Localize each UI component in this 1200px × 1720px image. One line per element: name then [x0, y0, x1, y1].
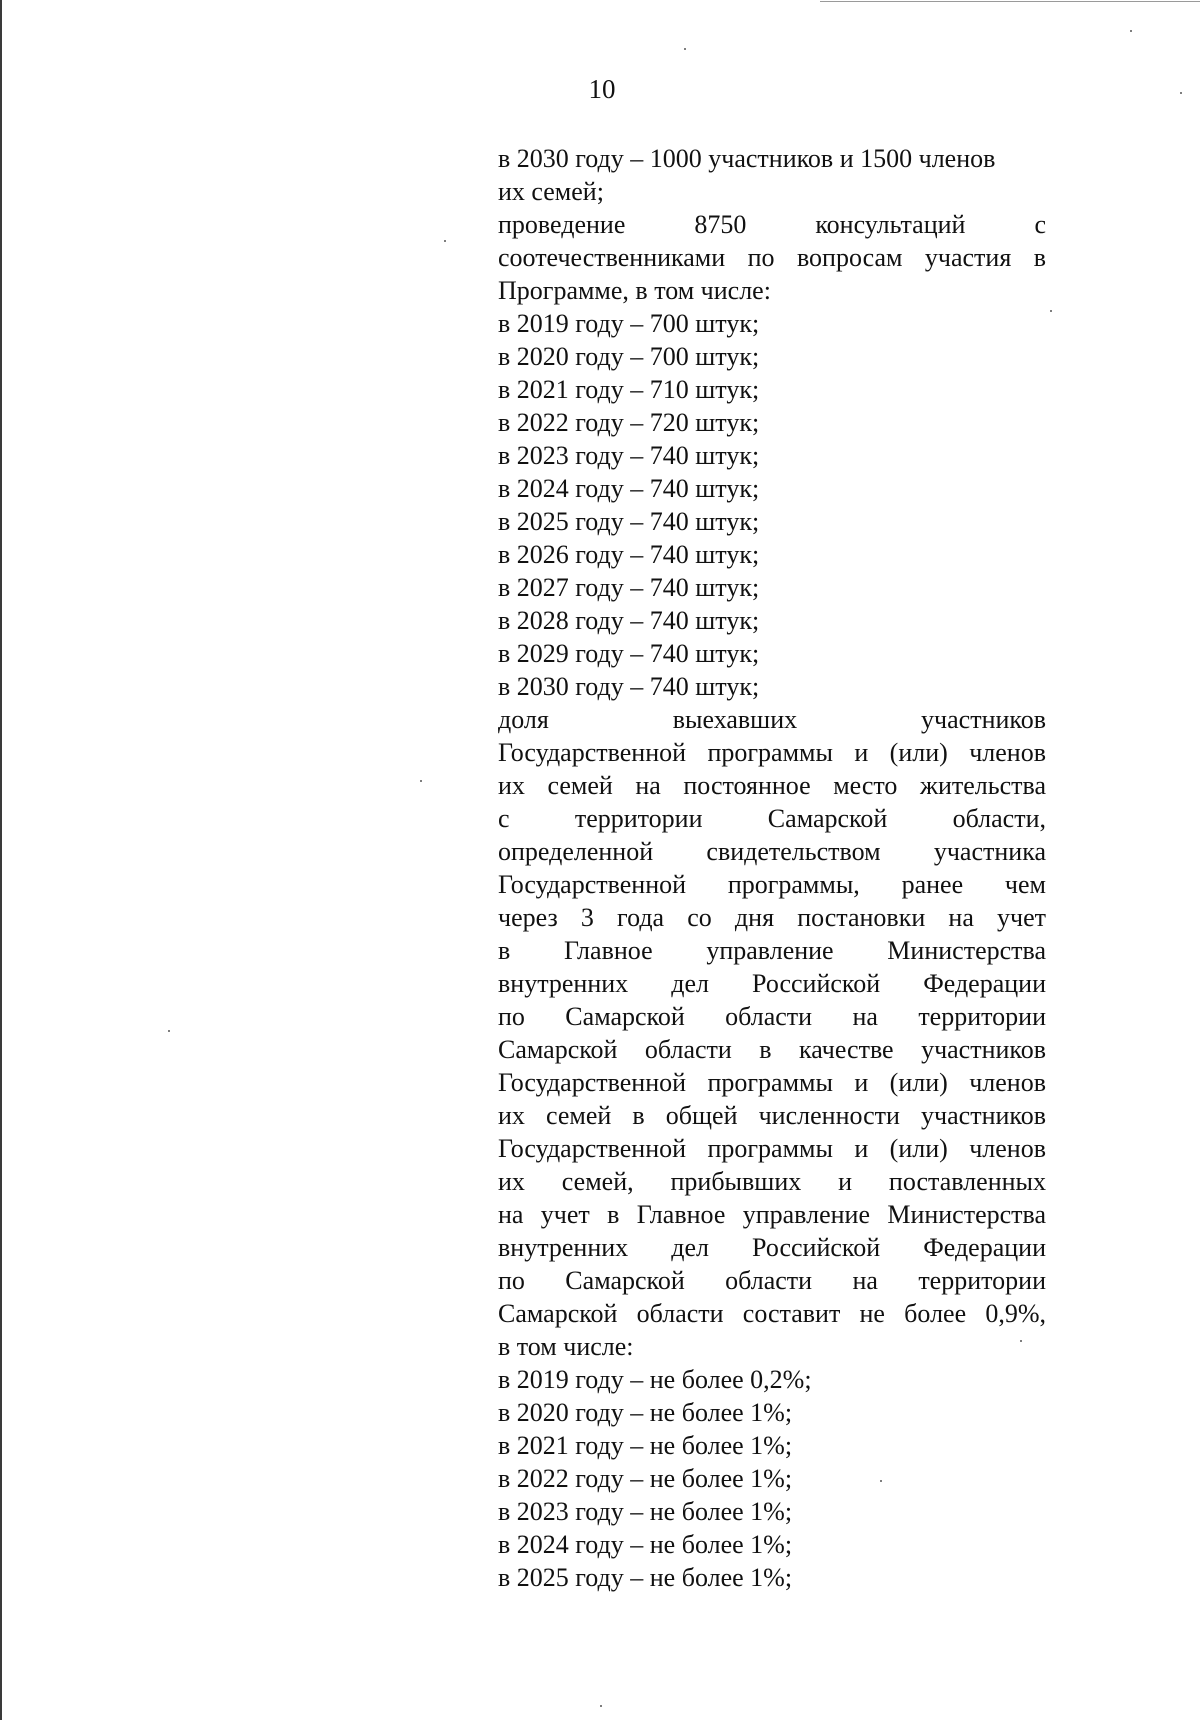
scan-top-border [820, 1, 1200, 2]
list-item: в 2028 году – 740 штук; [498, 606, 760, 635]
scan-speck [420, 780, 422, 782]
text-line: по Самарской области на территории [498, 1002, 1046, 1031]
list-item: в 2029 году – 740 штук; [498, 639, 760, 668]
text-line: доля выехавших участников [498, 705, 1046, 734]
list-item: в 2024 году – 740 штук; [498, 474, 760, 503]
scan-speck [168, 1030, 170, 1032]
text-line: через 3 года со дня постановки на учет [498, 903, 1046, 932]
list-item: в 2027 году – 740 штук; [498, 573, 760, 602]
list-item: в 2020 году – не более 1%; [498, 1398, 793, 1427]
scan-speck [684, 48, 686, 50]
list-item: в 2025 году – 740 штук; [498, 507, 760, 536]
list-item: в 2019 году – не более 0,2%; [498, 1365, 812, 1394]
text-line: по Самарской области на территории [498, 1266, 1046, 1295]
text-line: проведение 8750 консультаций с [498, 210, 1046, 239]
list-item: в 2026 году – 740 штук; [498, 540, 760, 569]
text-line: их семей в общей численности участников [498, 1101, 1046, 1130]
list-item: в 2021 году – 710 штук; [498, 375, 760, 404]
text-line: внутренних дел Российской Федерации [498, 1233, 1046, 1262]
text-line: соотечественниками по вопросам участия в [498, 243, 1046, 272]
scan-speck [444, 240, 446, 242]
text-line: Самарской области составит не более 0,9%, [498, 1299, 1046, 1328]
text-line: Программе, в том числе: [498, 276, 771, 305]
list-item: в 2021 году – не более 1%; [498, 1431, 793, 1460]
list-item: в 2020 году – 700 штук; [498, 342, 760, 371]
scan-speck [1050, 310, 1052, 312]
text-line: их семей, прибывших и поставленных [498, 1167, 1046, 1196]
text-line: Государственной программы и (или) членов [498, 738, 1046, 767]
text-line: Самарской области в качестве участников [498, 1035, 1046, 1064]
text-line: их семей; [498, 177, 604, 206]
text-line: Государственной программы и (или) членов [498, 1134, 1046, 1163]
list-item: в 2025 году – не более 1%; [498, 1563, 793, 1592]
list-item: в 2023 году – 740 штук; [498, 441, 760, 470]
text-line: определенной свидетельством участника [498, 837, 1046, 866]
document-body [498, 142, 1046, 1594]
scan-speck [880, 1480, 882, 1482]
list-item: в 2022 году – 720 штук; [498, 408, 760, 437]
list-item: в 2019 году – 700 штук; [498, 309, 760, 338]
list-item: в 2023 году – не более 1%; [498, 1497, 793, 1526]
text-line: в 2030 году – 1000 участников и 1500 членов [498, 144, 996, 173]
list-item: в 2030 году – 740 штук; [498, 672, 760, 701]
scan-left-border [0, 0, 2, 1720]
text-line: их семей на постоянное место жительства [498, 771, 1046, 800]
page-number: 10 [588, 74, 616, 104]
scan-speck [1020, 1340, 1022, 1342]
scan-speck [1180, 92, 1182, 94]
scan-speck [600, 1705, 602, 1707]
text-line: на учет в Главное управление Министерства [498, 1200, 1046, 1229]
scan-speck [1130, 30, 1132, 32]
list-item: в 2022 году – не более 1%; [498, 1464, 793, 1493]
text-line: Государственной программы, ранее чем [498, 870, 1046, 899]
list-item: в 2024 году – не более 1%; [498, 1530, 793, 1559]
text-line: с территории Самарской области, [498, 804, 1046, 833]
text-line: внутренних дел Российской Федерации [498, 969, 1046, 998]
text-line: Государственной программы и (или) членов [498, 1068, 1046, 1097]
text-line: в Главное управление Министерства [498, 936, 1046, 965]
text-line: в том числе: [498, 1332, 634, 1361]
